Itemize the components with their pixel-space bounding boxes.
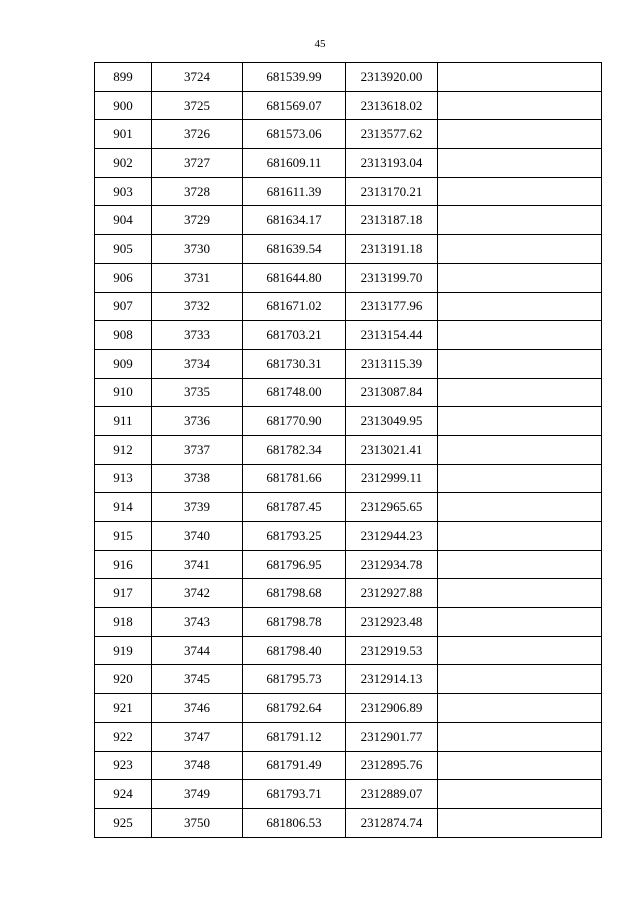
table-row xyxy=(95,522,602,551)
table-row xyxy=(95,694,602,723)
cell-point-id: 3742 xyxy=(152,579,243,608)
cell-x-coordinate: 681611.39 xyxy=(243,177,346,206)
cell-y-coordinate: 2312965.65 xyxy=(346,493,438,522)
cell-index: 911 xyxy=(95,407,152,436)
table-row xyxy=(95,550,602,579)
cell-y-coordinate: 2313177.96 xyxy=(346,292,438,321)
cell-point-id: 3748 xyxy=(152,751,243,780)
cell-note xyxy=(438,550,602,579)
cell-point-id: 3724 xyxy=(152,63,243,92)
cell-y-coordinate: 2313087.84 xyxy=(346,378,438,407)
table-row xyxy=(95,636,602,665)
cell-note xyxy=(438,378,602,407)
cell-index: 902 xyxy=(95,149,152,178)
cell-y-coordinate: 2312919.53 xyxy=(346,636,438,665)
table-body xyxy=(95,63,602,838)
cell-x-coordinate: 681793.71 xyxy=(243,780,346,809)
cell-x-coordinate: 681792.64 xyxy=(243,694,346,723)
cell-index: 922 xyxy=(95,722,152,751)
cell-x-coordinate: 681539.99 xyxy=(243,63,346,92)
cell-y-coordinate: 2312944.23 xyxy=(346,522,438,551)
cell-index: 908 xyxy=(95,321,152,350)
cell-note xyxy=(438,149,602,178)
table-row xyxy=(95,780,602,809)
coordinate-table xyxy=(94,62,602,838)
table-row xyxy=(95,206,602,235)
cell-note xyxy=(438,321,602,350)
table-row xyxy=(95,435,602,464)
cell-x-coordinate: 681798.40 xyxy=(243,636,346,665)
cell-note xyxy=(438,292,602,321)
cell-y-coordinate: 2313187.18 xyxy=(346,206,438,235)
cell-index: 916 xyxy=(95,550,152,579)
cell-point-id: 3728 xyxy=(152,177,243,206)
cell-point-id: 3732 xyxy=(152,292,243,321)
cell-x-coordinate: 681703.21 xyxy=(243,321,346,350)
cell-x-coordinate: 681796.95 xyxy=(243,550,346,579)
cell-y-coordinate: 2312927.88 xyxy=(346,579,438,608)
cell-x-coordinate: 681798.78 xyxy=(243,608,346,637)
cell-note xyxy=(438,493,602,522)
cell-index: 915 xyxy=(95,522,152,551)
cell-x-coordinate: 681730.31 xyxy=(243,349,346,378)
cell-note xyxy=(438,579,602,608)
cell-point-id: 3744 xyxy=(152,636,243,665)
cell-point-id: 3735 xyxy=(152,378,243,407)
cell-y-coordinate: 2313618.02 xyxy=(346,91,438,120)
cell-note xyxy=(438,435,602,464)
cell-y-coordinate: 2312923.48 xyxy=(346,608,438,637)
table-row xyxy=(95,177,602,206)
cell-x-coordinate: 681573.06 xyxy=(243,120,346,149)
table-row xyxy=(95,464,602,493)
cell-x-coordinate: 681639.54 xyxy=(243,235,346,264)
cell-index: 917 xyxy=(95,579,152,608)
cell-index: 909 xyxy=(95,349,152,378)
cell-point-id: 3729 xyxy=(152,206,243,235)
cell-point-id: 3726 xyxy=(152,120,243,149)
cell-index: 924 xyxy=(95,780,152,809)
cell-x-coordinate: 681644.80 xyxy=(243,263,346,292)
cell-y-coordinate: 2312895.76 xyxy=(346,751,438,780)
cell-index: 913 xyxy=(95,464,152,493)
cell-point-id: 3745 xyxy=(152,665,243,694)
cell-point-id: 3733 xyxy=(152,321,243,350)
cell-index: 919 xyxy=(95,636,152,665)
cell-point-id: 3725 xyxy=(152,91,243,120)
cell-x-coordinate: 681770.90 xyxy=(243,407,346,436)
cell-note xyxy=(438,120,602,149)
cell-index: 912 xyxy=(95,435,152,464)
table-row xyxy=(95,579,602,608)
cell-x-coordinate: 681791.49 xyxy=(243,751,346,780)
cell-x-coordinate: 681634.17 xyxy=(243,206,346,235)
cell-x-coordinate: 681791.12 xyxy=(243,722,346,751)
cell-point-id: 3740 xyxy=(152,522,243,551)
cell-note xyxy=(438,780,602,809)
cell-note xyxy=(438,636,602,665)
cell-y-coordinate: 2313199.70 xyxy=(346,263,438,292)
cell-index: 923 xyxy=(95,751,152,780)
cell-point-id: 3747 xyxy=(152,722,243,751)
cell-y-coordinate: 2312906.89 xyxy=(346,694,438,723)
cell-y-coordinate: 2313191.18 xyxy=(346,235,438,264)
cell-y-coordinate: 2313193.04 xyxy=(346,149,438,178)
cell-note xyxy=(438,235,602,264)
cell-y-coordinate: 2312901.77 xyxy=(346,722,438,751)
table-row xyxy=(95,722,602,751)
cell-index: 901 xyxy=(95,120,152,149)
cell-point-id: 3734 xyxy=(152,349,243,378)
cell-x-coordinate: 681787.45 xyxy=(243,493,346,522)
cell-index: 904 xyxy=(95,206,152,235)
cell-note xyxy=(438,722,602,751)
cell-point-id: 3731 xyxy=(152,263,243,292)
cell-index: 910 xyxy=(95,378,152,407)
table-row xyxy=(95,321,602,350)
cell-index: 899 xyxy=(95,63,152,92)
cell-point-id: 3741 xyxy=(152,550,243,579)
cell-point-id: 3746 xyxy=(152,694,243,723)
cell-x-coordinate: 681781.66 xyxy=(243,464,346,493)
cell-x-coordinate: 681671.02 xyxy=(243,292,346,321)
cell-index: 925 xyxy=(95,808,152,837)
cell-x-coordinate: 681806.53 xyxy=(243,808,346,837)
cell-y-coordinate: 2313154.44 xyxy=(346,321,438,350)
cell-point-id: 3750 xyxy=(152,808,243,837)
cell-point-id: 3743 xyxy=(152,608,243,637)
cell-note xyxy=(438,608,602,637)
cell-point-id: 3738 xyxy=(152,464,243,493)
cell-x-coordinate: 681795.73 xyxy=(243,665,346,694)
cell-point-id: 3736 xyxy=(152,407,243,436)
table-row xyxy=(95,808,602,837)
cell-index: 900 xyxy=(95,91,152,120)
table-row xyxy=(95,493,602,522)
cell-index: 914 xyxy=(95,493,152,522)
cell-note xyxy=(438,808,602,837)
cell-note xyxy=(438,91,602,120)
cell-index: 907 xyxy=(95,292,152,321)
table-row xyxy=(95,149,602,178)
cell-point-id: 3730 xyxy=(152,235,243,264)
table-row xyxy=(95,235,602,264)
table-row xyxy=(95,263,602,292)
table-row xyxy=(95,349,602,378)
cell-note xyxy=(438,464,602,493)
cell-note xyxy=(438,63,602,92)
cell-note xyxy=(438,349,602,378)
cell-y-coordinate: 2312934.78 xyxy=(346,550,438,579)
cell-y-coordinate: 2313577.62 xyxy=(346,120,438,149)
cell-point-id: 3727 xyxy=(152,149,243,178)
table-row xyxy=(95,407,602,436)
cell-y-coordinate: 2313170.21 xyxy=(346,177,438,206)
table-row xyxy=(95,378,602,407)
cell-y-coordinate: 2312999.11 xyxy=(346,464,438,493)
table-row xyxy=(95,63,602,92)
cell-note xyxy=(438,751,602,780)
cell-point-id: 3749 xyxy=(152,780,243,809)
table-row xyxy=(95,120,602,149)
cell-y-coordinate: 2312914.13 xyxy=(346,665,438,694)
cell-x-coordinate: 681793.25 xyxy=(243,522,346,551)
cell-note xyxy=(438,177,602,206)
cell-index: 918 xyxy=(95,608,152,637)
cell-point-id: 3737 xyxy=(152,435,243,464)
cell-y-coordinate: 2313021.41 xyxy=(346,435,438,464)
cell-x-coordinate: 681748.00 xyxy=(243,378,346,407)
cell-note xyxy=(438,263,602,292)
cell-index: 903 xyxy=(95,177,152,206)
cell-y-coordinate: 2313049.95 xyxy=(346,407,438,436)
cell-index: 906 xyxy=(95,263,152,292)
cell-index: 905 xyxy=(95,235,152,264)
table-row xyxy=(95,665,602,694)
cell-point-id: 3739 xyxy=(152,493,243,522)
cell-y-coordinate: 2313920.00 xyxy=(346,63,438,92)
cell-y-coordinate: 2313115.39 xyxy=(346,349,438,378)
cell-x-coordinate: 681609.11 xyxy=(243,149,346,178)
table-row xyxy=(95,751,602,780)
table-row xyxy=(95,91,602,120)
cell-x-coordinate: 681782.34 xyxy=(243,435,346,464)
cell-y-coordinate: 2312874.74 xyxy=(346,808,438,837)
cell-index: 920 xyxy=(95,665,152,694)
cell-note xyxy=(438,522,602,551)
cell-index: 921 xyxy=(95,694,152,723)
cell-note xyxy=(438,694,602,723)
cell-y-coordinate: 2312889.07 xyxy=(346,780,438,809)
cell-note xyxy=(438,206,602,235)
page-number: 45 xyxy=(314,38,326,50)
cell-x-coordinate: 681798.68 xyxy=(243,579,346,608)
cell-note xyxy=(438,407,602,436)
cell-note xyxy=(438,665,602,694)
table-row xyxy=(95,608,602,637)
table-row xyxy=(95,292,602,321)
cell-x-coordinate: 681569.07 xyxy=(243,91,346,120)
